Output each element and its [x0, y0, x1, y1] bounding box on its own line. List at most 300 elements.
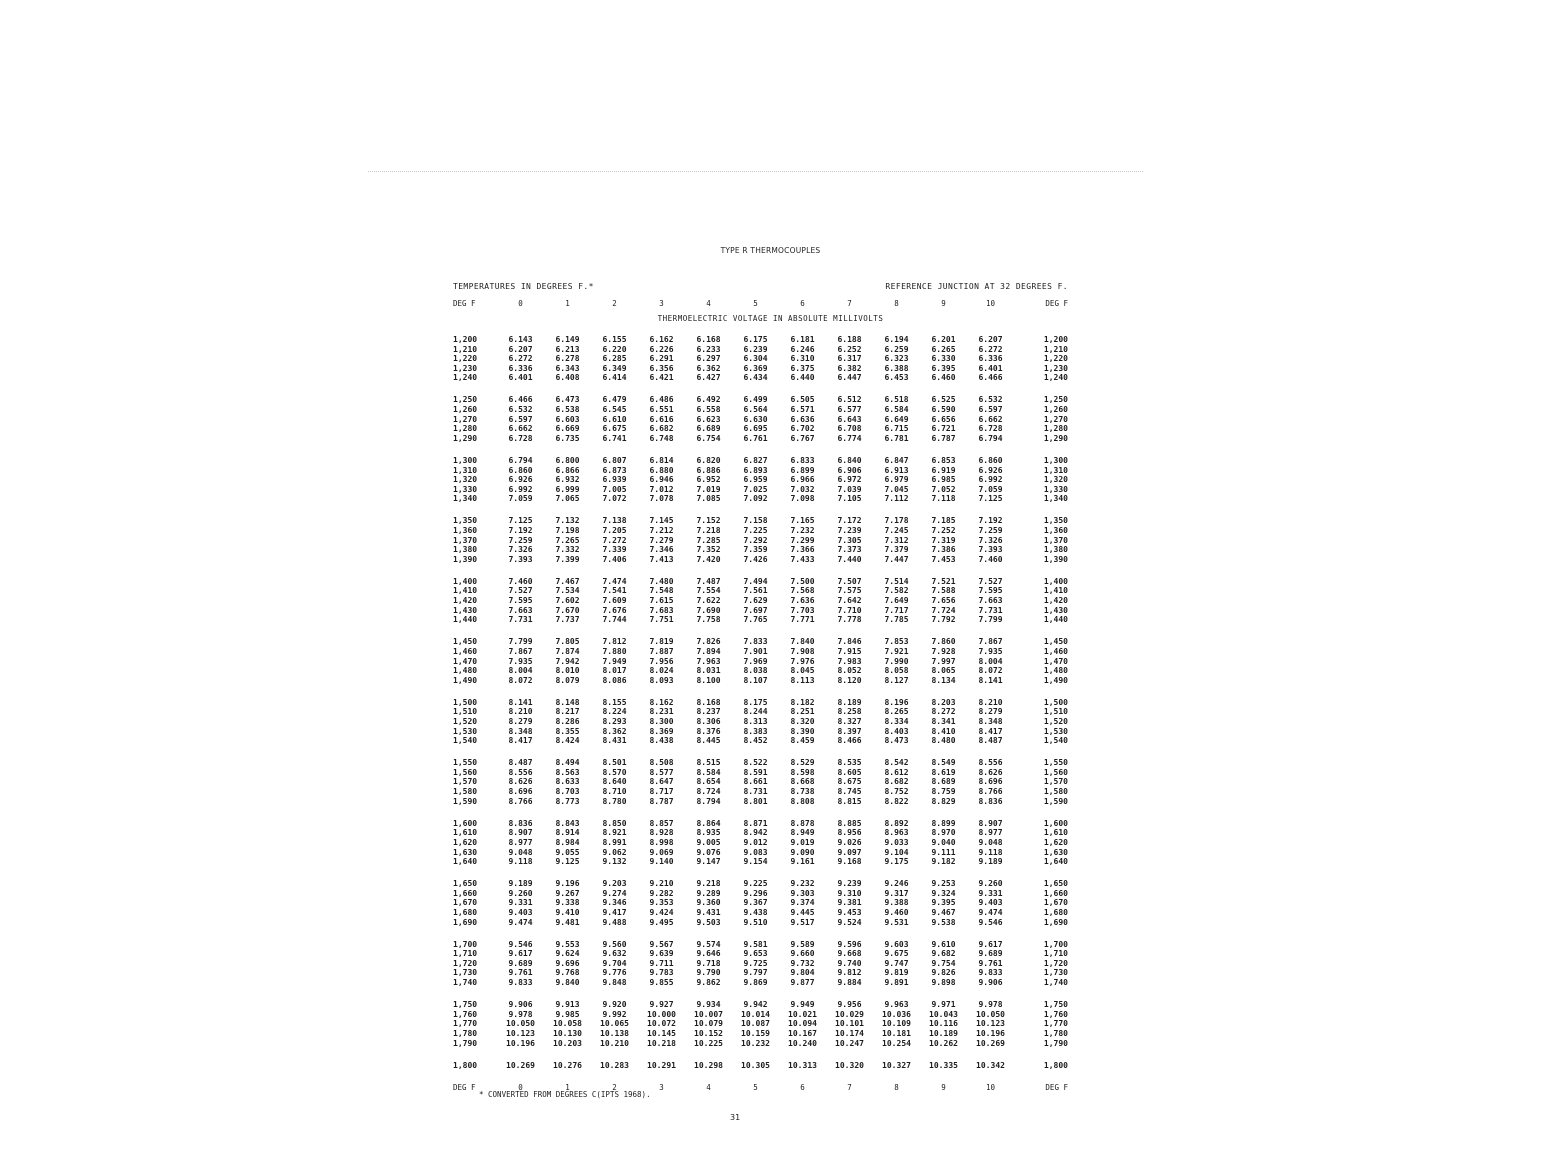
millivolt-cell: 9.062	[602, 847, 627, 857]
row-temperature: 1,580	[1043, 787, 1068, 797]
column-header-10: 9	[941, 299, 946, 308]
millivolt-cell: 6.866	[555, 465, 580, 475]
millivolt-cell: 7.731	[508, 615, 533, 625]
millivolt-cell: 9.111	[931, 847, 956, 857]
millivolt-cell: 7.541	[602, 586, 627, 596]
millivolt-cell: 7.366	[790, 545, 815, 555]
table-row	[453, 819, 1068, 829]
millivolt-cell: 10.094	[788, 1019, 817, 1029]
millivolt-cell: 7.019	[696, 484, 721, 494]
millivolt-cell: 8.251	[790, 707, 815, 717]
millivolt-cell: 6.636	[790, 414, 815, 424]
millivolt-cell: 8.065	[931, 666, 956, 676]
millivolt-cell: 7.052	[931, 484, 956, 494]
millivolt-cell: 7.245	[884, 526, 909, 535]
millivolt-cell: 7.494	[743, 576, 768, 586]
row-group	[453, 395, 1068, 443]
millivolt-cell: 7.636	[790, 596, 815, 606]
millivolt-cell: 10.283	[600, 1060, 629, 1070]
millivolt-cell: 7.406	[602, 554, 627, 564]
millivolt-cell: 9.546	[508, 939, 533, 949]
millivolt-cell: 8.963	[884, 828, 909, 838]
millivolt-cell: 9.353	[649, 898, 674, 908]
row-temperature: 1,320	[1043, 475, 1068, 485]
millivolt-cell: 8.577	[649, 767, 674, 777]
table-row	[453, 1010, 1068, 1020]
column-header-3: 2	[612, 299, 617, 308]
millivolt-cell: 9.617	[508, 949, 533, 959]
column-header-5: 4	[706, 299, 711, 308]
millivolt-cell: 9.474	[508, 917, 533, 927]
millivolt-cell: 7.393	[978, 545, 1003, 555]
row-temperature: 1,800	[1043, 1060, 1068, 1070]
row-group	[453, 456, 1068, 504]
millivolt-cell: 9.274	[602, 888, 627, 898]
millivolt-cell: 6.143	[508, 335, 533, 344]
row-group	[453, 1000, 1068, 1048]
millivolt-cell: 9.560	[602, 939, 627, 949]
millivolt-cell: 9.048	[978, 837, 1003, 847]
millivolt-cell: 8.045	[790, 666, 815, 676]
table-row	[453, 395, 1068, 405]
table-row	[453, 516, 1068, 526]
millivolt-cell: 10.247	[835, 1038, 864, 1048]
millivolt-cell: 6.913	[884, 465, 909, 475]
millivolt-cell: 9.232	[790, 879, 815, 889]
row-temperature: 1,610	[453, 828, 478, 838]
millivolt-cell: 7.460	[978, 554, 1003, 564]
millivolt-cell: 10.196	[506, 1038, 535, 1048]
millivolt-cell: 9.140	[649, 857, 674, 867]
millivolt-cell: 7.059	[508, 494, 533, 504]
millivolt-cell: 8.878	[790, 818, 815, 828]
millivolt-cell: 9.260	[978, 879, 1003, 889]
millivolt-cell: 7.887	[649, 646, 674, 656]
row-temperature: 1,690	[1043, 917, 1068, 927]
millivolt-cell: 6.336	[508, 363, 533, 373]
table-row	[453, 364, 1068, 374]
millivolt-cell: 6.343	[555, 363, 580, 373]
table-row	[453, 736, 1068, 746]
table-row	[453, 698, 1068, 708]
row-temperature: 1,750	[453, 1000, 478, 1010]
millivolt-cell: 7.165	[790, 516, 815, 526]
millivolt-cell: 8.794	[696, 796, 721, 806]
millivolt-cell: 6.630	[743, 414, 768, 424]
millivolt-cell: 9.660	[790, 949, 815, 959]
millivolt-cell: 7.588	[931, 586, 956, 596]
millivolt-cell: 6.285	[602, 354, 627, 364]
millivolt-cell: 8.998	[649, 837, 674, 847]
millivolt-cell: 9.460	[884, 908, 909, 917]
table-row	[453, 657, 1068, 667]
column-header-9: 8	[894, 299, 899, 308]
millivolt-cell: 6.899	[790, 465, 815, 475]
millivolt-cell: 10.109	[882, 1019, 911, 1029]
table-row	[453, 373, 1068, 383]
millivolt-cell: 6.265	[931, 344, 956, 354]
millivolt-cell: 8.605	[837, 767, 862, 777]
millivolt-cell: 7.212	[649, 526, 674, 535]
millivolt-cell: 7.717	[884, 605, 909, 615]
millivolt-cell: 6.966	[790, 475, 815, 485]
row-temperature: 1,250	[1043, 395, 1068, 405]
millivolt-cell: 8.376	[696, 726, 721, 736]
row-temperature: 1,660	[453, 888, 478, 898]
row-temperature: 1,800	[453, 1060, 478, 1070]
millivolt-cell: 7.373	[837, 545, 862, 555]
millivolt-cell: 7.805	[555, 637, 580, 647]
millivolt-cell: 9.147	[696, 857, 721, 867]
millivolt-cell: 9.581	[743, 939, 768, 949]
millivolt-cell: 6.252	[837, 344, 862, 354]
millivolt-cell: 8.591	[743, 767, 768, 777]
table-row	[453, 586, 1068, 596]
millivolt-cell: 9.920	[602, 1000, 627, 1010]
millivolt-cell: 6.807	[602, 455, 627, 465]
millivolt-cell: 9.790	[696, 968, 721, 978]
millivolt-cell: 8.871	[743, 818, 768, 828]
row-temperature: 1,350	[1043, 516, 1068, 526]
millivolt-cell: 9.898	[931, 978, 956, 988]
millivolt-cell: 8.141	[508, 697, 533, 707]
millivolt-cell: 9.992	[602, 1009, 627, 1019]
row-temperature: 1,780	[453, 1028, 478, 1038]
millivolt-cell: 7.527	[978, 576, 1003, 586]
millivolt-cell: 8.522	[743, 758, 768, 768]
millivolt-cell: 9.118	[508, 857, 533, 867]
millivolt-cell: 6.610	[602, 414, 627, 424]
table-row	[453, 968, 1068, 978]
millivolt-cell: 10.196	[976, 1028, 1005, 1038]
row-temperature: 1,240	[453, 373, 478, 383]
millivolt-cell: 9.040	[931, 837, 956, 847]
row-temperature: 1,260	[1043, 405, 1068, 415]
millivolt-cell: 6.259	[884, 344, 909, 354]
millivolt-cell: 8.928	[649, 828, 674, 838]
millivolt-cell: 6.932	[555, 475, 580, 485]
millivolt-cell: 9.019	[790, 837, 815, 847]
table-row	[453, 758, 1068, 768]
table-row	[453, 526, 1068, 536]
table-row	[453, 838, 1068, 848]
millivolt-cell: 9.395	[931, 898, 956, 908]
millivolt-cell: 8.942	[743, 828, 768, 838]
millivolt-cell: 6.590	[931, 405, 956, 415]
millivolt-cell: 8.231	[649, 707, 674, 717]
millivolt-cell: 6.564	[743, 405, 768, 415]
millivolt-cell: 7.112	[884, 494, 909, 504]
row-temperature: 1,460	[1043, 646, 1068, 656]
millivolt-cell: 9.410	[555, 908, 580, 917]
millivolt-cell: 10.225	[694, 1038, 723, 1048]
millivolt-cell: 8.086	[602, 675, 627, 685]
millivolt-cell: 7.602	[555, 596, 580, 606]
column-footer-8: 7	[847, 1082, 852, 1092]
column-footer-2: 1	[565, 1082, 570, 1092]
row-temperature: 1,220	[1043, 354, 1068, 364]
table-row	[453, 777, 1068, 787]
millivolt-cell: 8.570	[602, 767, 627, 777]
millivolt-cell: 9.826	[931, 968, 956, 978]
millivolt-cell: 7.514	[884, 576, 909, 586]
millivolt-cell: 7.158	[743, 516, 768, 526]
millivolt-cell: 8.515	[696, 758, 721, 768]
millivolt-cell: 10.014	[741, 1009, 770, 1019]
millivolt-cell: 6.643	[837, 414, 862, 424]
millivolt-cell: 10.087	[741, 1019, 770, 1029]
millivolt-cell: 9.189	[508, 879, 533, 889]
millivolt-cell: 6.175	[743, 335, 768, 344]
column-header-1: 0	[518, 299, 523, 308]
millivolt-cell: 6.662	[978, 414, 1003, 424]
millivolt-cell: 9.553	[555, 939, 580, 949]
millivolt-cell: 9.005	[696, 837, 721, 847]
row-temperature: 1,570	[453, 777, 478, 787]
row-temperature: 1,470	[1043, 656, 1068, 666]
millivolt-cell: 8.473	[884, 736, 909, 746]
row-temperature: 1,680	[1043, 908, 1068, 917]
millivolt-cell: 7.172	[837, 516, 862, 526]
millivolt-cell: 7.125	[978, 494, 1003, 504]
row-temperature: 1,650	[1043, 879, 1068, 889]
millivolt-cell: 6.675	[602, 424, 627, 434]
millivolt-cell: 9.855	[649, 978, 674, 988]
row-temperature: 1,440	[453, 615, 478, 625]
millivolt-cell: 7.908	[790, 646, 815, 656]
millivolt-cell: 9.603	[884, 939, 909, 949]
millivolt-cell: 9.682	[931, 949, 956, 959]
millivolt-cell: 10.050	[976, 1009, 1005, 1019]
millivolt-cell: 9.403	[508, 908, 533, 917]
millivolt-cell: 6.708	[837, 424, 862, 434]
millivolt-cell: 8.668	[790, 777, 815, 787]
millivolt-cell: 6.304	[743, 354, 768, 364]
millivolt-cell: 8.189	[837, 697, 862, 707]
millivolt-cell: 10.189	[929, 1028, 958, 1038]
millivolt-cell: 6.401	[508, 373, 533, 383]
millivolt-cell: 7.642	[837, 596, 862, 606]
row-temperature: 1,630	[1043, 847, 1068, 857]
millivolt-cell: 9.985	[555, 1009, 580, 1019]
millivolt-cell: 6.532	[978, 395, 1003, 405]
millivolt-cell: 7.629	[743, 596, 768, 606]
row-temperature: 1,520	[453, 717, 478, 726]
millivolt-cell: 7.969	[743, 656, 768, 666]
millivolt-cell: 7.433	[790, 554, 815, 564]
millivolt-cell: 7.098	[790, 494, 815, 504]
millivolt-cell: 9.524	[837, 917, 862, 927]
row-temperature: 1,770	[1043, 1019, 1068, 1029]
millivolt-cell: 7.949	[602, 656, 627, 666]
millivolt-cell: 6.721	[931, 424, 956, 434]
column-header-6: 5	[753, 299, 758, 308]
row-temperature: 1,320	[453, 475, 478, 485]
millivolt-cell: 9.097	[837, 847, 862, 857]
millivolt-cell: 9.026	[837, 837, 862, 847]
millivolt-cell: 9.210	[649, 879, 674, 889]
millivolt-cell: 6.847	[884, 455, 909, 465]
millivolt-cell: 8.265	[884, 707, 909, 717]
millivolt-cell: 6.545	[602, 405, 627, 415]
millivolt-cell: 8.563	[555, 767, 580, 777]
millivolt-cell: 7.853	[884, 637, 909, 647]
millivolt-cell: 7.178	[884, 516, 909, 526]
millivolt-cell: 9.317	[884, 888, 909, 898]
row-temperature: 1,510	[453, 707, 478, 717]
millivolt-cell: 9.132	[602, 857, 627, 867]
millivolt-cell: 7.232	[790, 526, 815, 535]
table-row	[453, 606, 1068, 616]
millivolt-cell: 8.689	[931, 777, 956, 787]
millivolt-cell: 8.210	[978, 697, 1003, 707]
millivolt-cell: 9.574	[696, 939, 721, 949]
row-group	[453, 940, 1068, 988]
millivolt-cell: 6.207	[508, 344, 533, 354]
row-temperature: 1,310	[1043, 465, 1068, 475]
millivolt-cell: 9.118	[978, 847, 1003, 857]
millivolt-cell: 7.771	[790, 615, 815, 625]
millivolt-cell: 9.510	[743, 917, 768, 927]
millivolt-cell: 8.612	[884, 767, 909, 777]
millivolt-cell: 6.584	[884, 405, 909, 415]
millivolt-cell: 8.031	[696, 666, 721, 676]
millivolt-cell: 6.781	[884, 433, 909, 443]
row-temperature: 1,470	[453, 656, 478, 666]
thermocouple-table-page	[453, 246, 1068, 1099]
millivolt-cell: 8.935	[696, 828, 721, 838]
millivolt-cell: 8.619	[931, 767, 956, 777]
millivolt-cell: 9.154	[743, 857, 768, 867]
millivolt-cell: 8.661	[743, 777, 768, 787]
millivolt-cell: 9.906	[508, 1000, 533, 1010]
millivolt-cell: 7.005	[602, 484, 627, 494]
millivolt-cell: 7.622	[696, 596, 721, 606]
millivolt-cell: 7.138	[602, 516, 627, 526]
millivolt-cell: 8.647	[649, 777, 674, 787]
millivolt-cell: 7.799	[978, 615, 1003, 625]
millivolt-cell: 8.383	[743, 726, 768, 736]
millivolt-cell: 7.185	[931, 516, 956, 526]
millivolt-cell: 10.123	[506, 1028, 535, 1038]
row-temperature: 1,630	[453, 847, 478, 857]
row-temperature: 1,240	[1043, 373, 1068, 383]
table-row	[453, 857, 1068, 867]
millivolt-cell: 10.007	[694, 1009, 723, 1019]
millivolt-cell: 9.891	[884, 978, 909, 988]
millivolt-cell: 9.927	[649, 1000, 674, 1010]
millivolt-cell: 6.754	[696, 433, 721, 443]
table-row	[453, 494, 1068, 504]
millivolt-cell: 9.289	[696, 888, 721, 898]
millivolt-cell: 8.155	[602, 697, 627, 707]
millivolt-cell: 10.181	[882, 1028, 911, 1038]
column-footer-11: 10	[985, 1082, 996, 1092]
millivolt-cell: 7.198	[555, 526, 580, 535]
millivolt-cell: 10.240	[788, 1038, 817, 1048]
millivolt-cell: 10.065	[600, 1019, 629, 1029]
millivolt-cell: 6.571	[790, 405, 815, 415]
table-row	[453, 949, 1068, 959]
row-temperature: 1,540	[453, 736, 478, 746]
row-temperature: 1,780	[1043, 1028, 1068, 1038]
table-row	[453, 707, 1068, 717]
millivolt-cell: 7.799	[508, 637, 533, 647]
millivolt-cell: 7.737	[555, 615, 580, 625]
millivolt-cell: 9.848	[602, 978, 627, 988]
millivolt-cell: 8.829	[931, 796, 956, 806]
millivolt-cell: 6.486	[649, 395, 674, 405]
millivolt-cell: 6.979	[884, 475, 909, 485]
millivolt-cell: 9.797	[743, 968, 768, 978]
row-temperature: 1,570	[1043, 777, 1068, 787]
millivolt-cell: 8.542	[884, 758, 909, 768]
millivolt-cell: 7.724	[931, 605, 956, 615]
millivolt-cell: 7.474	[602, 576, 627, 586]
millivolt-cell: 9.331	[508, 898, 533, 908]
millivolt-cell: 6.466	[978, 373, 1003, 383]
millivolt-cell: 7.279	[649, 535, 674, 545]
millivolt-cell: 8.535	[837, 758, 862, 768]
millivolt-cell: 6.323	[884, 354, 909, 364]
millivolt-cell: 8.598	[790, 767, 815, 777]
millivolt-cell: 9.048	[508, 847, 533, 857]
millivolt-cell: 9.783	[649, 968, 674, 978]
millivolt-cell: 6.597	[978, 405, 1003, 415]
millivolt-cell: 9.971	[931, 1000, 956, 1010]
millivolt-cell: 7.426	[743, 554, 768, 564]
table-row	[453, 828, 1068, 838]
millivolt-cell: 9.804	[790, 968, 815, 978]
millivolt-cell: 8.584	[696, 767, 721, 777]
millivolt-cell: 6.827	[743, 455, 768, 465]
millivolt-cell: 8.759	[931, 787, 956, 797]
millivolt-cell: 7.440	[837, 554, 862, 564]
millivolt-cell: 6.149	[555, 335, 580, 344]
millivolt-cell: 6.767	[790, 433, 815, 443]
millivolt-cell: 9.168	[837, 857, 862, 867]
millivolt-cell: 8.237	[696, 707, 721, 717]
millivolt-cell: 7.399	[555, 554, 580, 564]
millivolt-cell: 6.233	[696, 344, 721, 354]
millivolt-cell: 9.675	[884, 949, 909, 959]
row-temperature: 1,230	[453, 363, 478, 373]
row-temperature: 1,370	[1043, 535, 1068, 545]
millivolt-cell: 8.626	[508, 777, 533, 787]
millivolt-cell: 8.836	[978, 796, 1003, 806]
table-row	[453, 1029, 1068, 1039]
row-temperature: 1,290	[453, 433, 478, 443]
millivolt-cell: 6.330	[931, 354, 956, 364]
table-row	[453, 797, 1068, 807]
millivolt-cell: 10.305	[741, 1060, 770, 1070]
table-row	[453, 335, 1068, 345]
millivolt-cell: 7.032	[790, 484, 815, 494]
millivolt-cell: 7.744	[602, 615, 627, 625]
row-temperature: 1,390	[453, 554, 478, 564]
millivolt-cell: 9.467	[931, 908, 956, 917]
millivolt-cell: 8.279	[978, 707, 1003, 717]
millivolt-cell: 7.649	[884, 596, 909, 606]
millivolt-cell: 8.703	[555, 787, 580, 797]
millivolt-cell: 8.052	[837, 666, 862, 676]
millivolt-cell: 7.990	[884, 656, 909, 666]
millivolt-cell: 8.921	[602, 828, 627, 838]
millivolt-cell: 6.395	[931, 363, 956, 373]
row-temperature: 1,510	[1043, 707, 1068, 717]
row-temperature: 1,560	[453, 767, 478, 777]
millivolt-cell: 6.794	[508, 455, 533, 465]
